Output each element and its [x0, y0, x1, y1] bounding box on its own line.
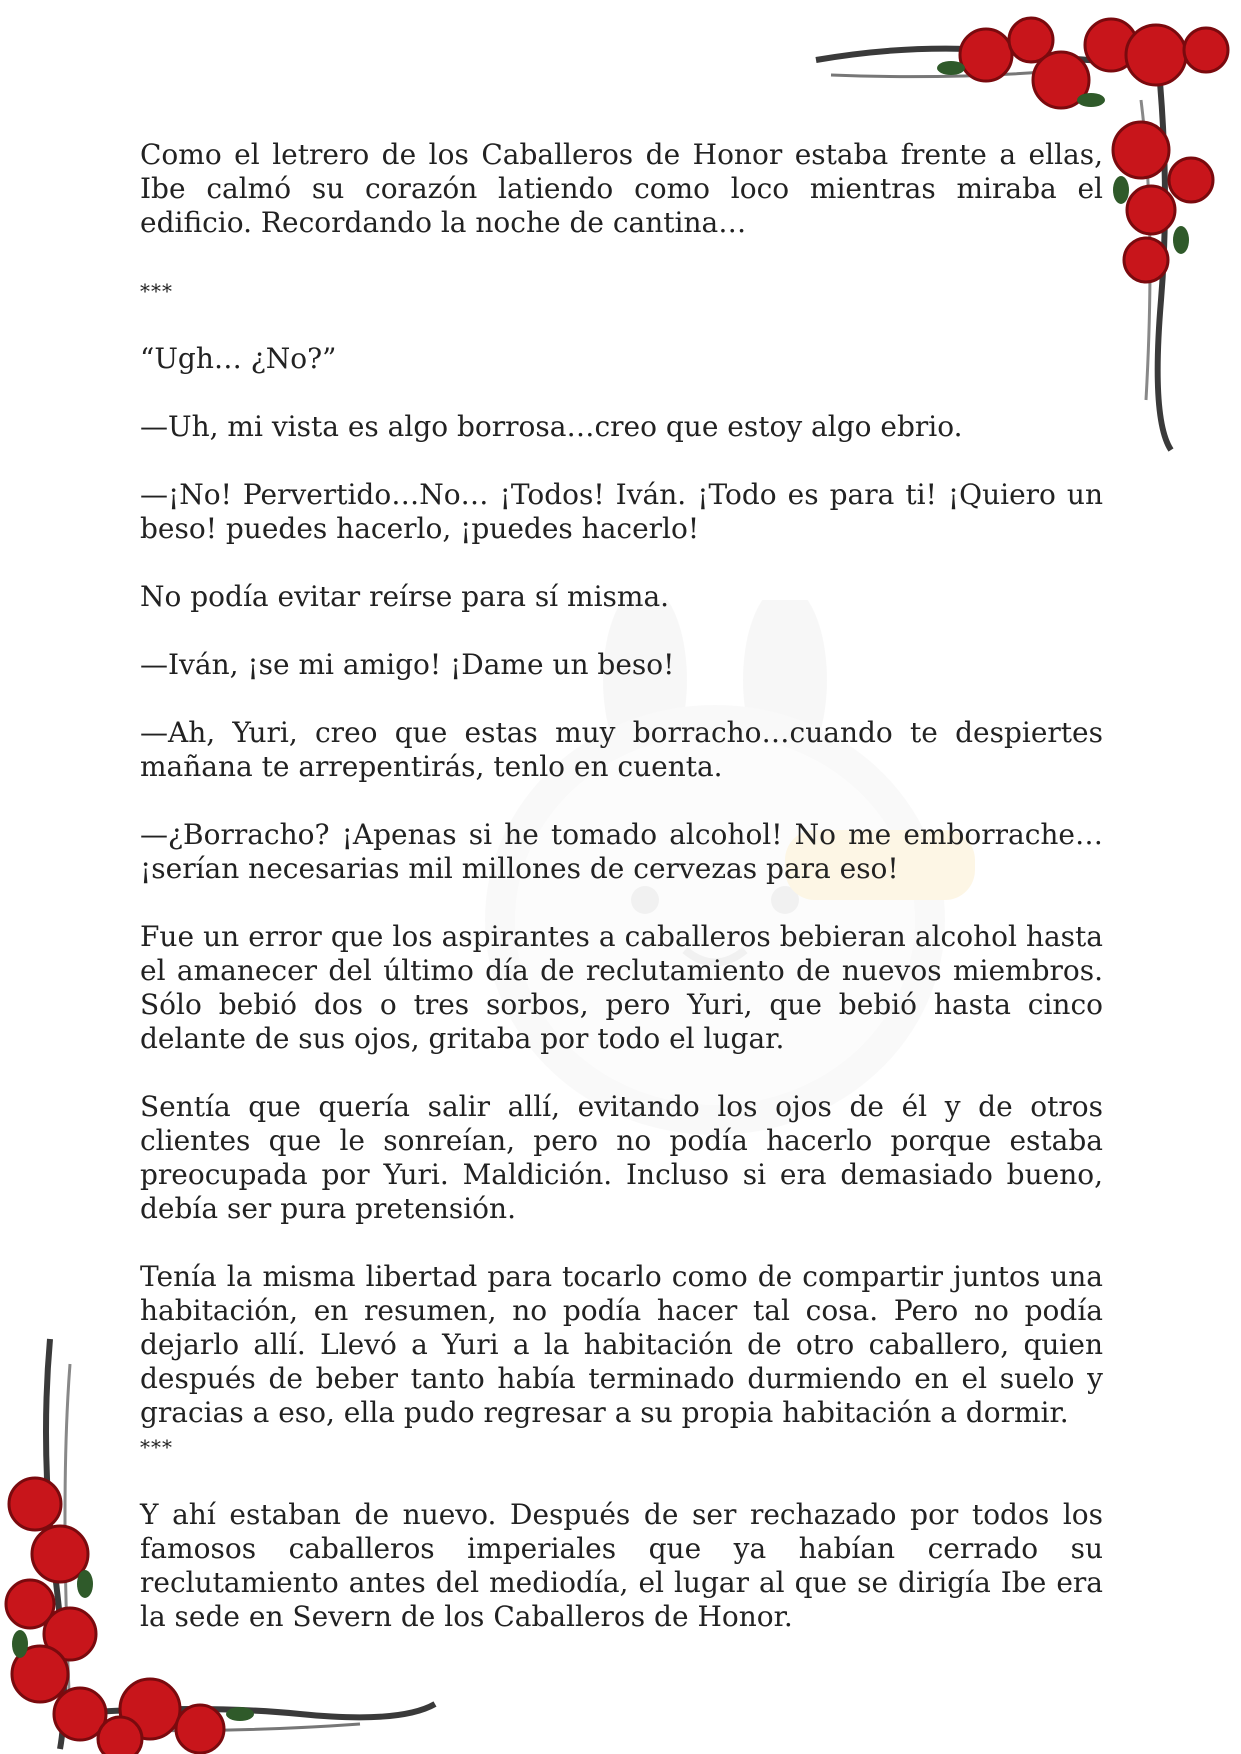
body-text	[140, 138, 1103, 1668]
paragraph: —Iván, ¡se mi amigo! ¡Dame un beso!	[140, 648, 675, 681]
paragraph: “Ugh… ¿No?”	[140, 342, 337, 375]
paragraph: —Ah, Yuri, creo que estas muy borracho…cuando te despiertes mañana te arrepentirás, tenlo en cuenta.	[140, 716, 1103, 783]
paragraph: —¡No! Pervertido…No… ¡Todos! Iván. ¡Todo es para ti! ¡Quiero un beso! puedes hacerlo, ¡puedes hacerlo!	[140, 478, 1103, 545]
paragraph: Tenía la misma libertad para tocarlo como de compartir juntos una habitación, en resumen, no podía hacer tal cosa. Pero no podía dejarlo allí. Llevó a Yuri a la habitación de otro caballero, quien después de beber tanto había terminado durmiendo en el suelo y gracias a eso, ella pudo regresar a su propia habitación a dormir.	[140, 1260, 1103, 1429]
paragraph: No podía evitar reírse para sí misma.	[140, 580, 670, 613]
paragraph: Sentía que quería salir allí, evitando los ojos de él y de otros clientes que le sonreían, pero no podía hacerlo porque estaba preocupada por Yuri. Maldición. Incluso si era demasiado bueno, debía ser pura pretensión.	[140, 1090, 1103, 1225]
paragraph: Como el letrero de los Caballeros de Honor estaba frente a ellas, Ibe calmó su corazón latiendo como loco mientras miraba el edificio. Recordando la noche de cantina…	[140, 138, 1103, 239]
scene-separator: ***	[140, 1435, 173, 1459]
paragraph: Y ahí estaban de nuevo. Después de ser rechazado por todos los famosos caballeros imperiales que ya habían cerrado su reclutamiento antes del mediodía, el lugar al que se dirigía Ibe era la sede en Severn de los Caballeros de Honor.	[140, 1498, 1103, 1633]
scene-separator: ***	[140, 279, 173, 303]
paragraph: Fue un error que los aspirantes a caballeros bebieran alcohol hasta el amanecer del último día de reclutamiento de nuevos miembros. Sólo bebió dos o tres sorbos, pero Yuri, que bebió hasta cinco delante de sus ojos, gritaba por todo el lugar.	[140, 920, 1103, 1055]
paragraph: —¿Borracho? ¡Apenas si he tomado alcohol! No me emborrache… ¡serían necesarias mil millones de cervezas para eso!	[140, 818, 1103, 885]
paragraph: —Uh, mi vista es algo borrosa…creo que estoy algo ebrio.	[140, 410, 963, 443]
